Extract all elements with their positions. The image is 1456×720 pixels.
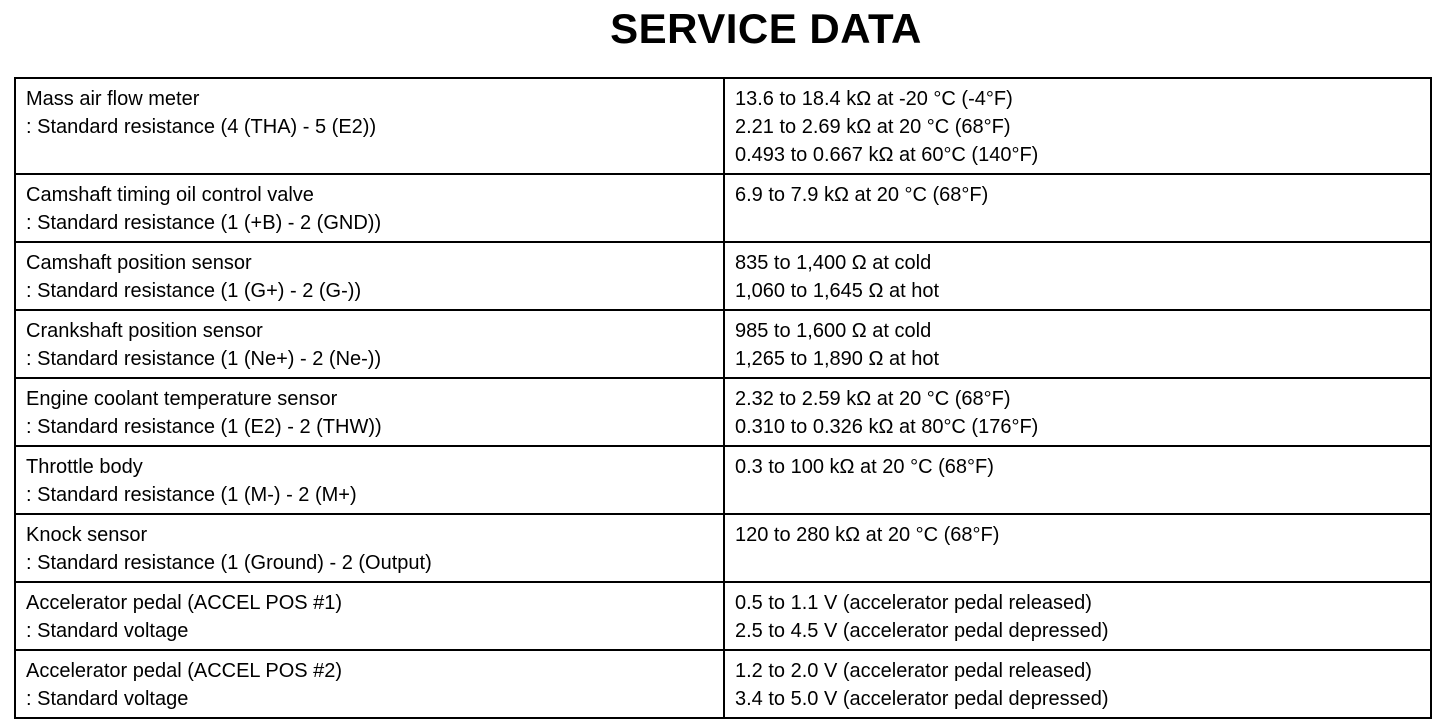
test-condition: : Standard voltage: [26, 688, 189, 710]
component-name: Camshaft timing oil control valve: [26, 184, 314, 206]
component-cell: [15, 78, 724, 174]
component-cell: [15, 446, 724, 514]
table-row: [15, 446, 1431, 514]
table-row: [15, 310, 1431, 378]
component-name: Mass air flow meter: [26, 88, 200, 110]
spec-cell: [724, 310, 1431, 378]
component-name: Accelerator pedal (ACCEL POS #2): [26, 660, 343, 682]
component-name: Knock sensor: [26, 524, 148, 546]
spec-value: 2.21 to 2.69 kΩ at 20 °C (68°F): [735, 116, 1011, 138]
table-row: [15, 378, 1431, 446]
component-name: Accelerator pedal (ACCEL POS #1): [26, 592, 343, 614]
component-cell: [15, 514, 724, 582]
spec-value: 13.6 to 18.4 kΩ at -20 °C (-4°F): [735, 88, 1013, 110]
spec-cell: [724, 582, 1431, 650]
test-condition: : Standard resistance (1 (G+) - 2 (G-)): [26, 280, 362, 302]
spec-value: 120 to 280 kΩ at 20 °C (68°F): [735, 524, 1000, 546]
component-name: Engine coolant temperature sensor: [26, 388, 338, 410]
spec-value: 1.2 to 2.0 V (accelerator pedal released): [735, 660, 1092, 682]
component-cell: [15, 174, 724, 242]
spec-cell: [724, 378, 1431, 446]
component-cell: [15, 650, 724, 718]
test-condition: : Standard resistance (1 (+B) - 2 (GND)): [26, 212, 382, 234]
spec-value: 0.310 to 0.326 kΩ at 80°C (176°F): [735, 416, 1039, 438]
test-condition: : Standard resistance (4 (THA) - 5 (E2)): [26, 116, 377, 138]
spec-value: 6.9 to 7.9 kΩ at 20 °C (68°F): [735, 184, 989, 206]
component-name: Throttle body: [26, 456, 143, 478]
spec-value: 1,265 to 1,890 Ω at hot: [735, 348, 939, 370]
table-row: [15, 650, 1431, 718]
spec-cell: [724, 78, 1431, 174]
component-cell: [15, 378, 724, 446]
spec-cell: [724, 514, 1431, 582]
page-title: SERVICE DATA: [610, 5, 922, 52]
spec-value: 1,060 to 1,645 Ω at hot: [735, 280, 939, 302]
spec-value: 3.4 to 5.0 V (accelerator pedal depressed): [735, 688, 1109, 710]
spec-value: 0.493 to 0.667 kΩ at 60°C (140°F): [735, 144, 1039, 166]
test-condition: : Standard resistance (1 (Ground) - 2 (Output): [26, 552, 432, 574]
table-row: [15, 78, 1431, 174]
table-row: [15, 242, 1431, 310]
test-condition: : Standard resistance (1 (M-) - 2 (M+): [26, 484, 357, 506]
table-row: [15, 514, 1431, 582]
spec-value: 0.3 to 100 kΩ at 20 °C (68°F): [735, 456, 994, 478]
spec-cell: [724, 242, 1431, 310]
table-row: [15, 582, 1431, 650]
test-condition: : Standard voltage: [26, 620, 189, 642]
component-cell: [15, 582, 724, 650]
spec-value: 2.32 to 2.59 kΩ at 20 °C (68°F): [735, 388, 1011, 410]
test-condition: : Standard resistance (1 (E2) - 2 (THW)): [26, 416, 382, 438]
spec-cell: [724, 650, 1431, 718]
service-data-table: [14, 77, 1432, 719]
component-cell: [15, 310, 724, 378]
component-name: Crankshaft position sensor: [26, 320, 263, 342]
spec-value: 835 to 1,400 Ω at cold: [735, 252, 932, 274]
component-name: Camshaft position sensor: [26, 252, 252, 274]
spec-value: 2.5 to 4.5 V (accelerator pedal depressed): [735, 620, 1109, 642]
table-row: [15, 174, 1431, 242]
test-condition: : Standard resistance (1 (Ne+) - 2 (Ne-)): [26, 348, 382, 370]
component-cell: [15, 242, 724, 310]
spec-value: 985 to 1,600 Ω at cold: [735, 320, 932, 342]
spec-value: 0.5 to 1.1 V (accelerator pedal released): [735, 592, 1092, 614]
spec-cell: [724, 174, 1431, 242]
spec-cell: [724, 446, 1431, 514]
